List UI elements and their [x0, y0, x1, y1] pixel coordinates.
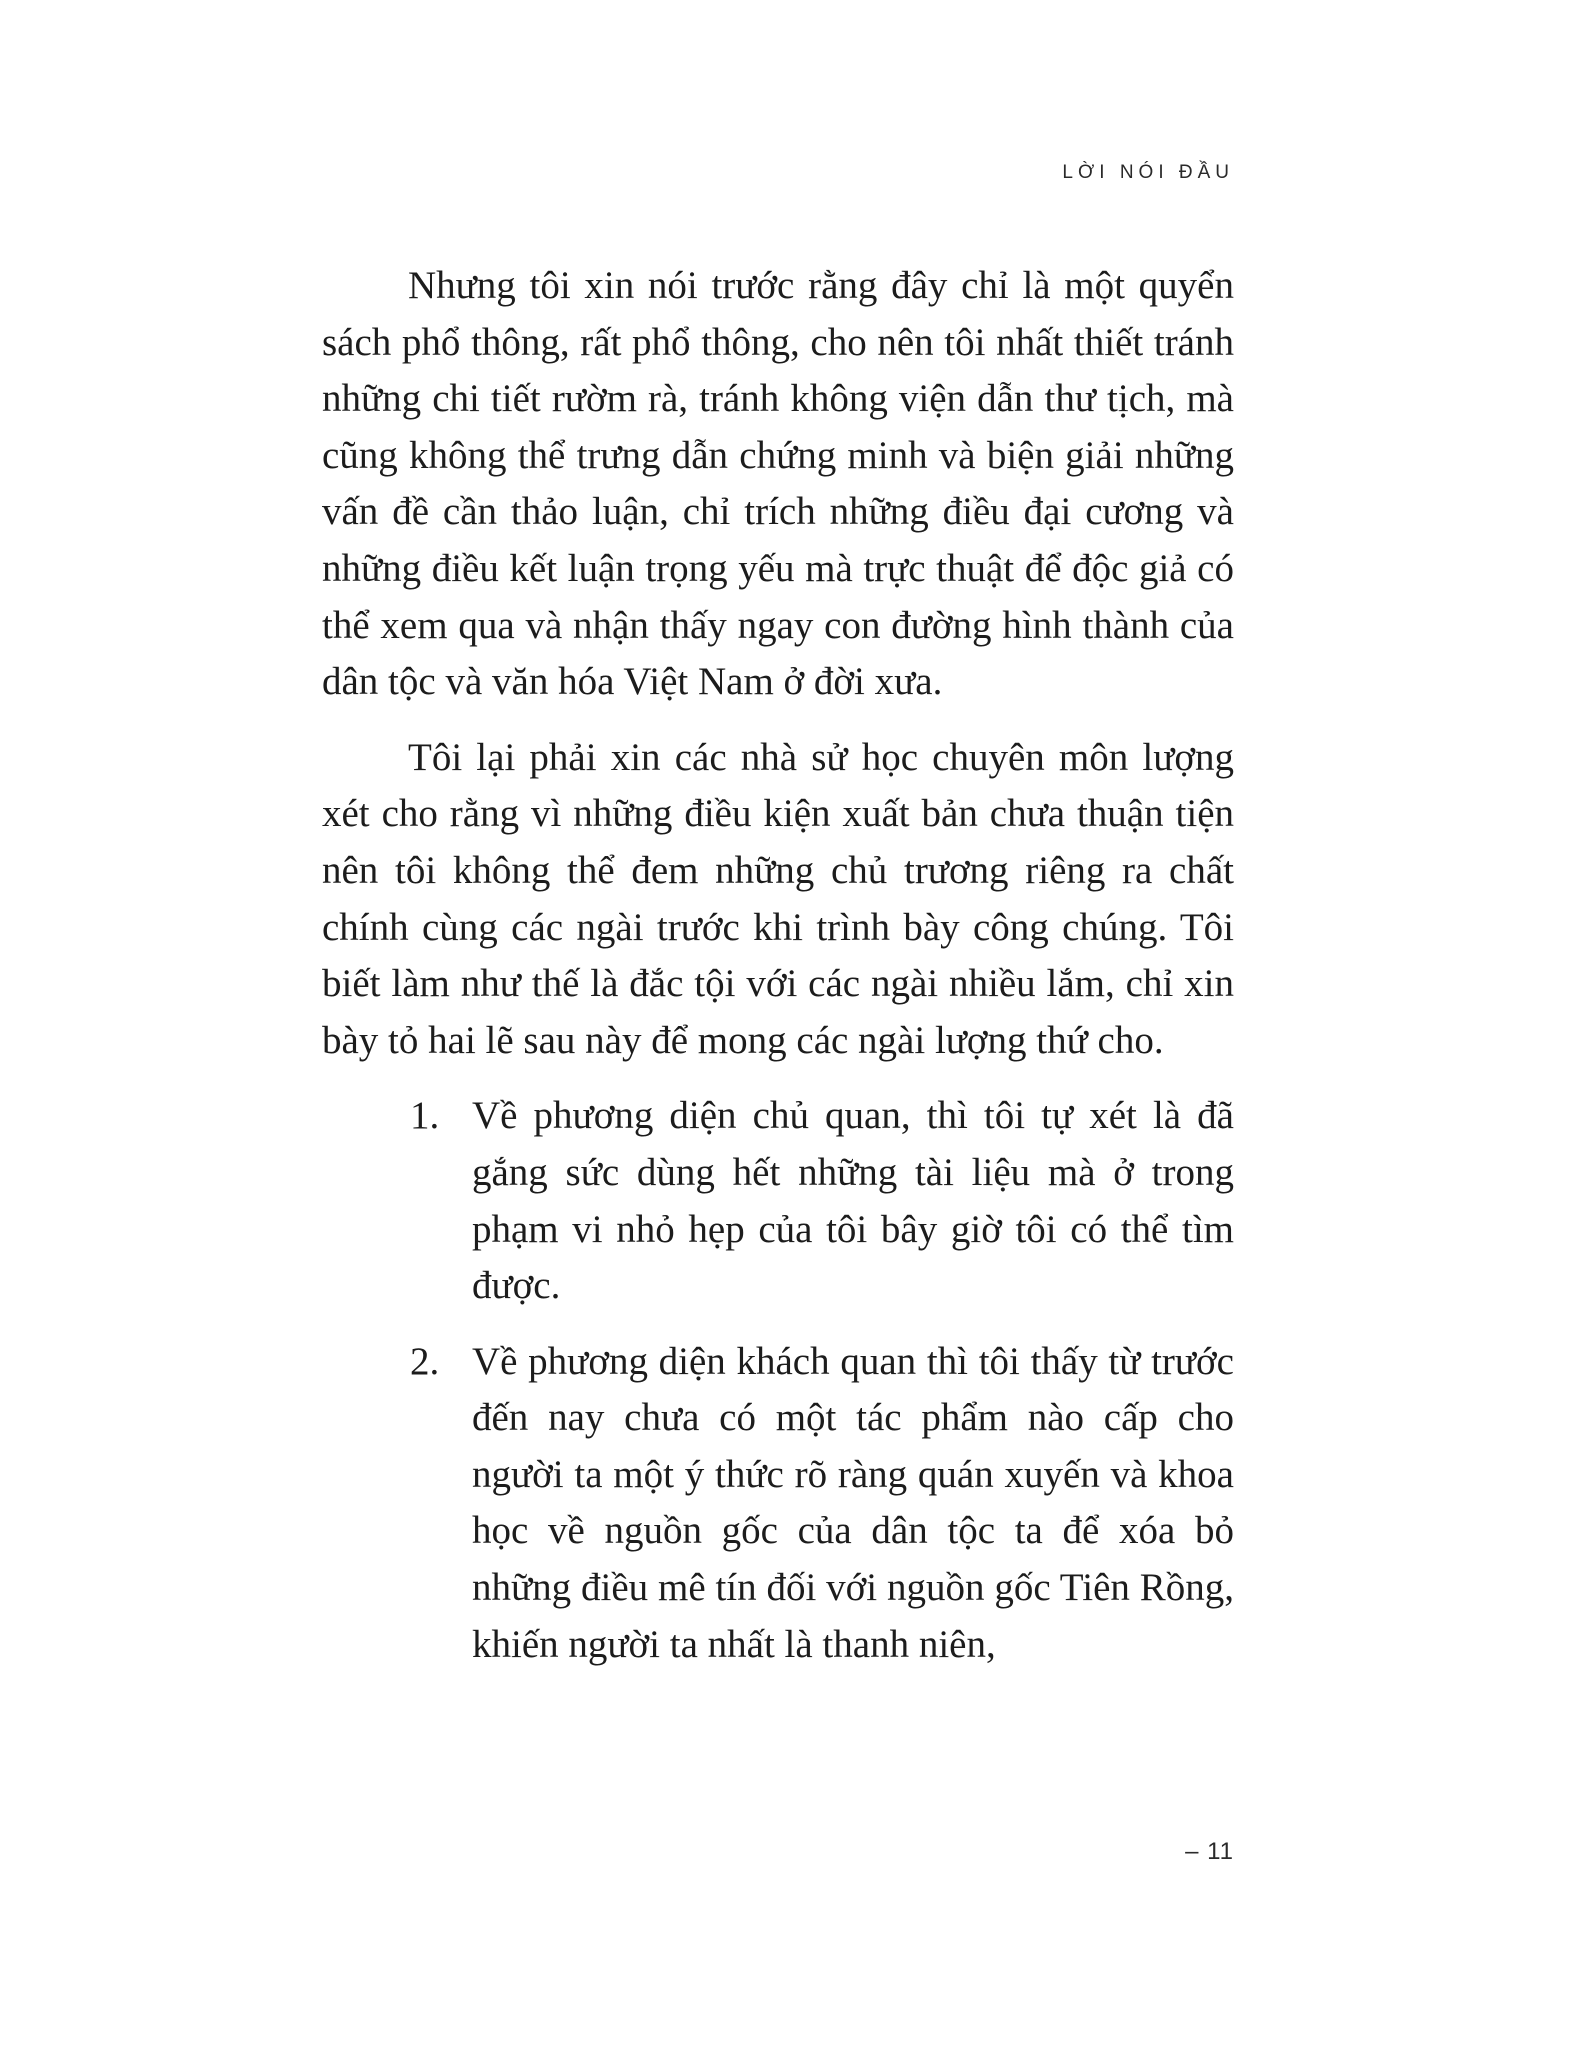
list-item-2 — [322, 1334, 1234, 1674]
paragraph-2: Tôi lại phải xin các nhà sử học chuyên môn lượng xét cho rằng vì những điều kiện xuất bản chưa thuận tiện nên tôi không thể đem những chủ trương riêng ra chất chính cùng các ngài trước khi trình bày công chúng. Tôi biết làm như thế là đắc tội với các ngài nhiều lắm, chỉ xin bày tỏ hai lẽ sau này để mong các ngài lượng thứ cho. — [322, 735, 1234, 1062]
page-number: – 11 — [1185, 1838, 1234, 1865]
list-item-1-text: Về phương diện chủ quan, thì tôi tự xét là đã gắng sức dùng hết những tài liệu mà ở trong phạm vi nhỏ hẹp của tôi bây giờ tôi có thể tìm được. — [472, 1094, 1234, 1308]
body-text — [322, 258, 1234, 1692]
list-item-2-number: 2. — [410, 1339, 440, 1383]
list-item-1-number: 1. — [410, 1094, 440, 1138]
paragraph-1: Nhưng tôi xin nói trước rằng đây chỉ là một quyển sách phổ thông, rất phổ thông, cho nên tôi nhất thiết tránh những chi tiết rườm rà, tránh không viện dẫn thư tịch, mà cũng không thể trưng dẫn chứng minh và biện giải những vấn đề cần thảo luận, chỉ trích những điều đại cương và những điều kết luận trọng yếu mà trực thuật để độc giả có thể xem qua và nhận thấy ngay con đường hình thành của dân tộc và văn hóa Việt Nam ở đời xưa. — [322, 264, 1234, 704]
running-header: LỜI NÓI ĐẦU — [1062, 162, 1234, 183]
list-item-2-text: Về phương diện khách quan thì tôi thấy từ trước đến nay chưa có một tác phẩm nào cấp cho người ta một ý thức rõ ràng quán xuyến và khoa học về nguồn gốc của dân tộc ta để xóa bỏ những điều mê tín đối với nguồn gốc Tiên Rồng, khiến người ta nhất là thanh niên, — [472, 1339, 1234, 1666]
list-item-1 — [322, 1088, 1234, 1314]
